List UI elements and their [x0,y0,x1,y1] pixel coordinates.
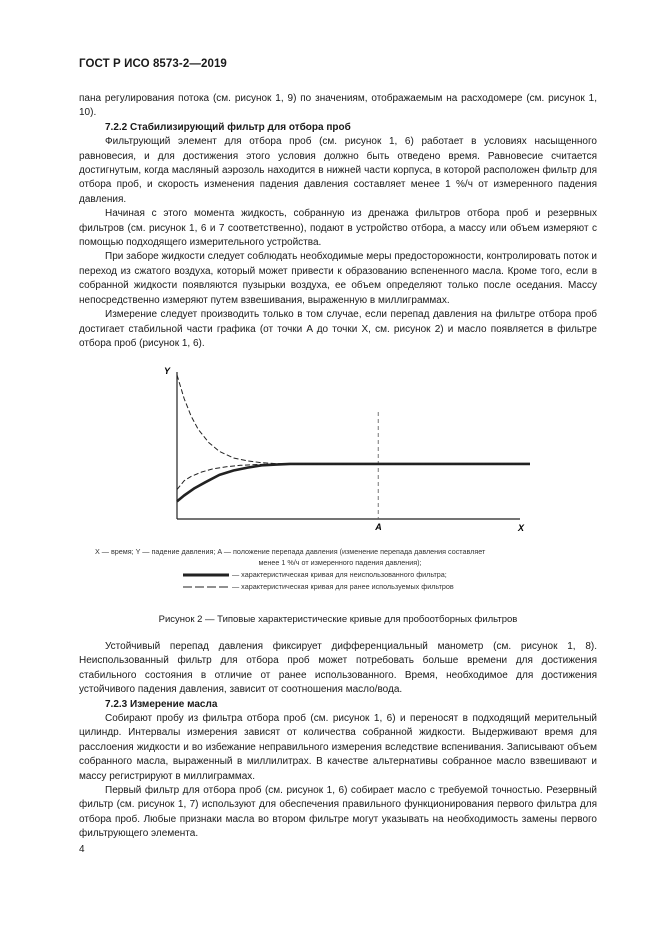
series-line-1 [177,464,530,490]
paragraph: Устойчивый перепад давления фиксирует дифференциальный манометр (см. рисунок 1, 8). Неиспользованный фильтр для отбора проб может потребовать больше времени для достижения стабильного состояния в отличие от ранее использованного. Время, необходимое для достижения устойчивого падения давления, зависит от соотношения масло/вода. [79,641,597,696]
legend-dashed-label: — характеристическая кривая для ранее используемых фильтров [232,582,454,591]
x-axis-label: X [518,523,525,533]
legend-solid-label: — характеристическая кривая для неиспользованного фильтра; [232,570,447,579]
legend-dashed-entry [183,581,585,592]
text-block-top [79,92,597,351]
solid-line-sample [183,572,229,578]
text-block-bottom [79,640,597,842]
figure-caption: Рисунок 2 — Типовые характеристические кривые для пробоотборных фильтров [158,614,518,625]
marker-a-label: A [375,522,382,532]
paragraph: Собирают пробу из фильтра отбора проб (см. рисунок 1, 6) и переносят в подходящий мерительный цилиндр. Интервалы измерения зависят от количества собранной жидкости. Выдерживают время для расслоения жидкости и во избежание неправильного измерения вследствие вспенивания. Записывают объем собранного масла, выраженный в миллилитрах. В качестве альтернативы собранное масло взвешивают и массу регистрируют в миллиграммах. [79,713,597,782]
legend-line-2: менее 1 %/ч от измеренного падения давления); [258,558,422,567]
legend-solid-entry [183,569,585,580]
page-number: 4 [79,844,85,855]
paragraph: При заборе жидкости следует соблюдать необходимые меры предосторожности, контролировать поток и переход из сжатого воздуха, который может привести к образованию вспененного масла. Кроме того, если в собранной жидкости появляются пузырьки воздуха, ее объем определяют только после оседания. Массу непосредственно измеряют путем взвешивания, выраженную в миллиграммах. [79,251,597,306]
section-heading-7-2-2: 7.2.2 Стабилизирующий фильтр для отбора проб [105,121,351,133]
series-line-2 [177,375,530,464]
document-header: ГОСТ Р ИСО 8573-2—2019 [79,58,227,70]
figure-legend [95,546,585,592]
dashed-line-sample [183,584,229,590]
paragraph: Первый фильтр для отбора проб (см. рисунок 1, 6) собирает масло с требуемой точностью. Резервный фильтр (см. рисунок 1, 7) используют для обеспечения правильного функционирования первого фильтра для отбора проб. Любые признаки масла во втором фильтре могут указывать на необходимость замены первого фильтрующего элемента. [79,785,597,840]
paragraph: Начиная с этого момента жидкость, собранную из дренажа фильтров отбора проб и резервных фильтров (см. рисунок 1, 6 и 7 соответственно), подают в устройство отбора, а массу или объем измеряют с помощью подходящего измерительного устройства. [79,208,597,249]
series-line-0 [177,464,530,502]
paragraph-continuation: пана регулирования потока (см. рисунок 1, 9) по значениям, отображаемым на расходомере (см. рисунок 1, 10). [79,93,597,119]
paragraph: Фильтрующий элемент для отбора проб (см. рисунок 1, 6) работает в условиях насыщенного равновесия, и для достижения этого условия должно быть отведено время. Равновесие считается достигнутым, когда масляный аэрозоль находится в нижней части корпуса, в которой расположен фильтр для отбора проб, и скорость изменения падения давления составляет менее 1 %/ч от измеренного падения давления. [79,136,597,205]
pressure-drop-chart [160,360,540,535]
section-heading-7-2-3: 7.2.3 Измерение масла [105,698,218,710]
paragraph: Измерение следует производить только в том случае, если перепад давления на фильтре отбора проб достигает стабильной части графика (от точки A до точки X, см. рисунок 2) и масло появляется в фильтре отбора проб (рисунок 1, 6). [79,309,597,349]
y-axis-label: Y [164,366,171,376]
legend-line-1: X — время; Y — падение давления; A — положение перепада давления (изменение перепада давления составляет [95,547,486,556]
